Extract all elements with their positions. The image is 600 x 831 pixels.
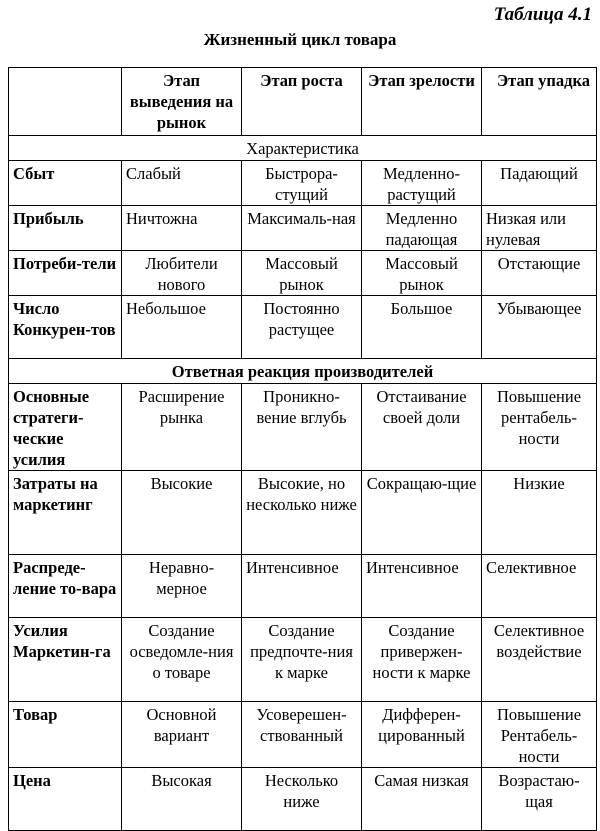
table-row — [9, 251, 597, 296]
row-label: Затраты на маркетинг — [9, 471, 122, 555]
row-label: Число Конкурен-тов — [9, 296, 122, 359]
table-cell: Интенсивное — [242, 555, 362, 618]
table-cell: Несколько ниже — [242, 768, 362, 831]
row-label: Цена — [9, 768, 122, 831]
table-row — [9, 618, 597, 702]
header-stage-introduction: Этап выведения на рынок — [122, 68, 242, 136]
table-cell: Сокращаю-щие — [362, 471, 482, 555]
table-cell: Массовый рынок — [242, 251, 362, 296]
table-cell: Отстаивание своей доли — [362, 384, 482, 471]
table-cell: Небольшое — [122, 296, 242, 359]
table-cell: Медленно-растущий — [362, 161, 482, 206]
header-corner-cell — [9, 68, 122, 136]
table-cell: Любители нового — [122, 251, 242, 296]
table-cell: Селективное воздействие — [482, 618, 597, 702]
table-cell: Медленно падающая — [362, 206, 482, 251]
table-cell: Высокие — [122, 471, 242, 555]
header-stage-growth: Этап роста — [242, 68, 362, 136]
row-label: Сбыт — [9, 161, 122, 206]
table-title: Жизненный цикл товара — [203, 30, 397, 49]
row-label: Прибыль — [9, 206, 122, 251]
table-cell: Создание осведомле-ния о товаре — [122, 618, 242, 702]
table-row — [9, 768, 597, 831]
header-row — [9, 68, 597, 136]
table-cell: Создание привержен-ности к марке — [362, 618, 482, 702]
table-cell: Отстающие — [482, 251, 597, 296]
table-cell: Повышение Рентабель-ности — [482, 702, 597, 768]
header-stage-maturity: Этап зрелости — [362, 68, 482, 136]
table-cell: Максималь-ная — [242, 206, 362, 251]
section-row-characteristics — [9, 136, 597, 161]
table-cell: Расширение рынка — [122, 384, 242, 471]
table-cell: Основной вариант — [122, 702, 242, 768]
table-cell: Падающий — [482, 161, 597, 206]
table-row — [9, 471, 597, 555]
table-cell: Селективное — [482, 555, 597, 618]
table-cell: Повышение рентабель-ности — [482, 384, 597, 471]
row-label: Товар — [9, 702, 122, 768]
table-row — [9, 206, 597, 251]
table-row — [9, 702, 597, 768]
table-cell: Самая низкая — [362, 768, 482, 831]
section-heading: Характеристика — [9, 136, 597, 161]
header-stage-decline: Этап упадка — [482, 68, 597, 136]
table-row — [9, 384, 597, 471]
table-cell: Быстрора-стущий — [242, 161, 362, 206]
table-cell: Высокие, но несколько ниже — [242, 471, 362, 555]
table-cell: Усоверешен-ствованный — [242, 702, 362, 768]
table-cell: Создание предпочте-ния к марке — [242, 618, 362, 702]
table-row — [9, 161, 597, 206]
table-cell: Интенсивное — [362, 555, 482, 618]
row-label: Потреби-тели — [9, 251, 122, 296]
table-cell: Массовый рынок — [362, 251, 482, 296]
table-cell: Убывающее — [482, 296, 597, 359]
table-number-caption: Таблица 4.1 — [493, 4, 592, 25]
table-cell: Постоянно растущее — [242, 296, 362, 359]
table-row — [9, 296, 597, 359]
section-heading: Ответная реакция производителей — [9, 359, 597, 384]
table-row — [9, 555, 597, 618]
table-cell: Проникно-вение вглубь — [242, 384, 362, 471]
table-cell: Низкая или нулевая — [482, 206, 597, 251]
row-label: Распреде-ление то-вара — [9, 555, 122, 618]
row-label: Основные стратеги-ческие усилия — [9, 384, 122, 471]
table-cell: Высокая — [122, 768, 242, 831]
table-cell: Возрастаю-щая — [482, 768, 597, 831]
table-cell: Неравно-мерное — [122, 555, 242, 618]
table-cell: Слабый — [122, 161, 242, 206]
table-cell: Ничтожна — [122, 206, 242, 251]
table-cell: Низкие — [482, 471, 597, 555]
table-cell: Большое — [362, 296, 482, 359]
section-row-response — [9, 359, 597, 384]
row-label: Усилия Маркетин-га — [9, 618, 122, 702]
lifecycle-table — [8, 67, 597, 831]
table-cell: Дифферен-цированный — [362, 702, 482, 768]
